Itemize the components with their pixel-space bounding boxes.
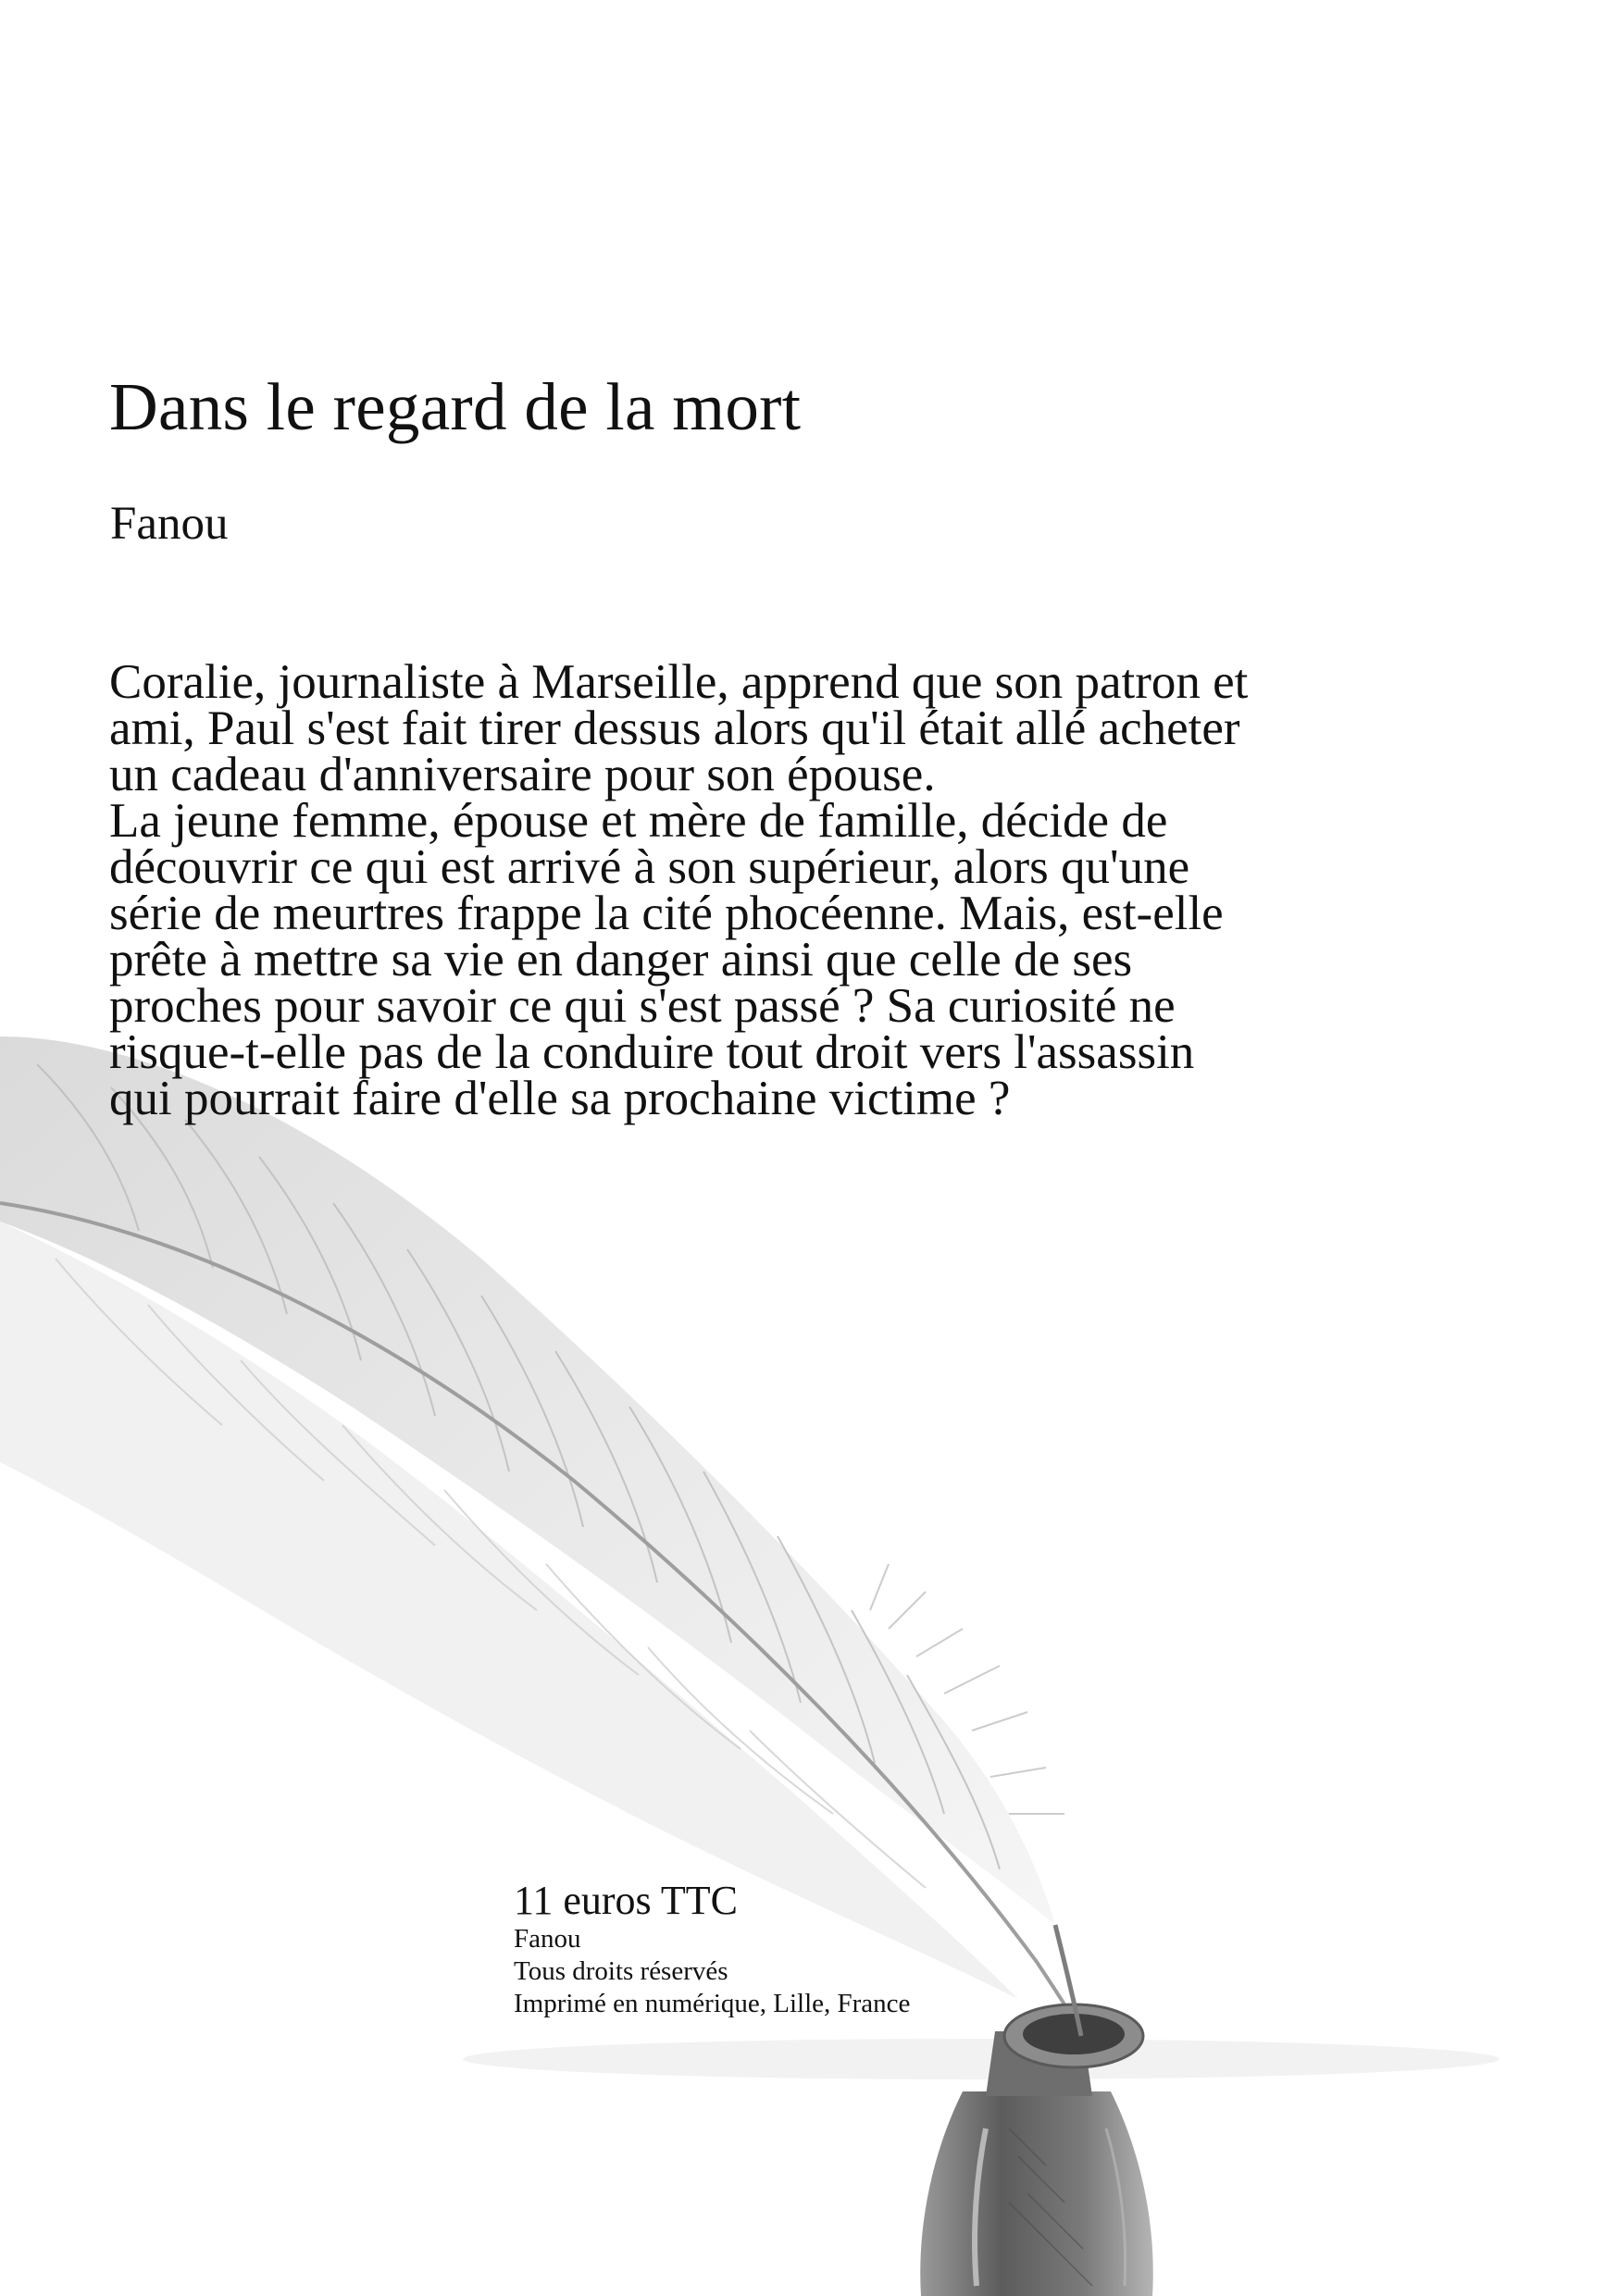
blurb-paragraph: Coralie, journaliste à Marseille, apprend que son patron et ami, Paul s'est fait tirer dessus alors qu'il était allé acheter un cadeau d'anniversaire pour son épouse.: [109, 655, 1249, 801]
book-author: Fanou: [110, 498, 229, 550]
printing-notice: Imprimé en numérique, Lille, France: [514, 1989, 911, 2018]
book-blurb: [109, 655, 1257, 1125]
price-label: 11 euros TTC: [514, 1878, 738, 1923]
colophon: [514, 1879, 910, 2020]
blurb-paragraph: La jeune femme, épouse et mère de famille, décide de découvrir ce qui est arrivé à son supérieur, alors qu'une série de meurtres frappe la cité phocéenne. Mais, est-elle prête à mettre sa vie en danger ainsi que celle de ses proches pour savoir ce qui s'est passé ? Sa curiosité ne risque-t-elle pas de la conduire tout droit vers l'assassin qui pourrait faire d'elle sa prochaine victime ?: [109, 794, 1224, 1125]
book-title: Dans le regard de la mort: [109, 369, 802, 444]
rights-notice: Tous droits réservés: [514, 1956, 728, 1986]
colophon-author: Fanou: [514, 1924, 581, 1954]
